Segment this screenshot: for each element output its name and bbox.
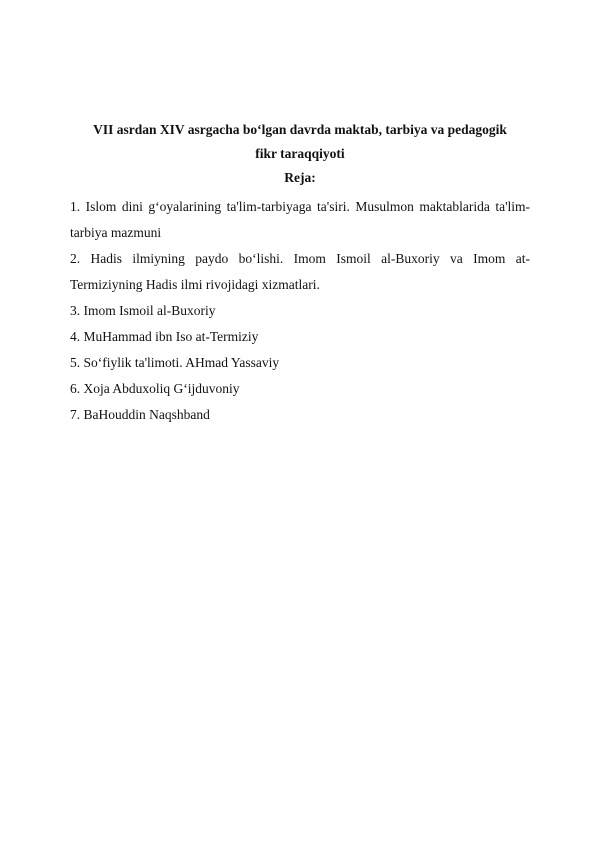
- title-line-2: fikr taraqqiyoti: [255, 146, 345, 161]
- plan-item: 7. BaHouddin Naqshband: [70, 407, 210, 422]
- plan-item: 4. MuHammad ibn Iso at-Termiziy: [70, 329, 259, 344]
- plan-item: 3. Imom Ismoil al-Buxoriy: [70, 303, 216, 318]
- plan-item: 5. So‘fiylik ta'limoti. AHmad Yassaviy: [70, 355, 280, 370]
- plan-list: [70, 194, 530, 428]
- title-line-1: VII asrdan XIV asrgacha bo‘lgan davrda maktab, tarbiya va pedagogik: [93, 122, 507, 137]
- plan-item: 2. Hadis ilmiyning paydo bo‘lishi. Imom Ismoil al-Buxoriy va Imom at-Termiziyning Hadis ilmi rivojidagi xizmatlari.: [70, 251, 530, 292]
- plan-item: 6. Xoja Abduxoliq G‘ijduvoniy: [70, 381, 240, 396]
- document-title: [70, 118, 530, 166]
- plan-item: 1. Islom dini g‘oyalarining ta'lim-tarbiyaga ta'siri. Musulmon maktablarida ta'lim-tarbiya mazmuni: [70, 199, 530, 240]
- document-content: [70, 118, 530, 428]
- plan-heading: Reja:: [284, 170, 316, 185]
